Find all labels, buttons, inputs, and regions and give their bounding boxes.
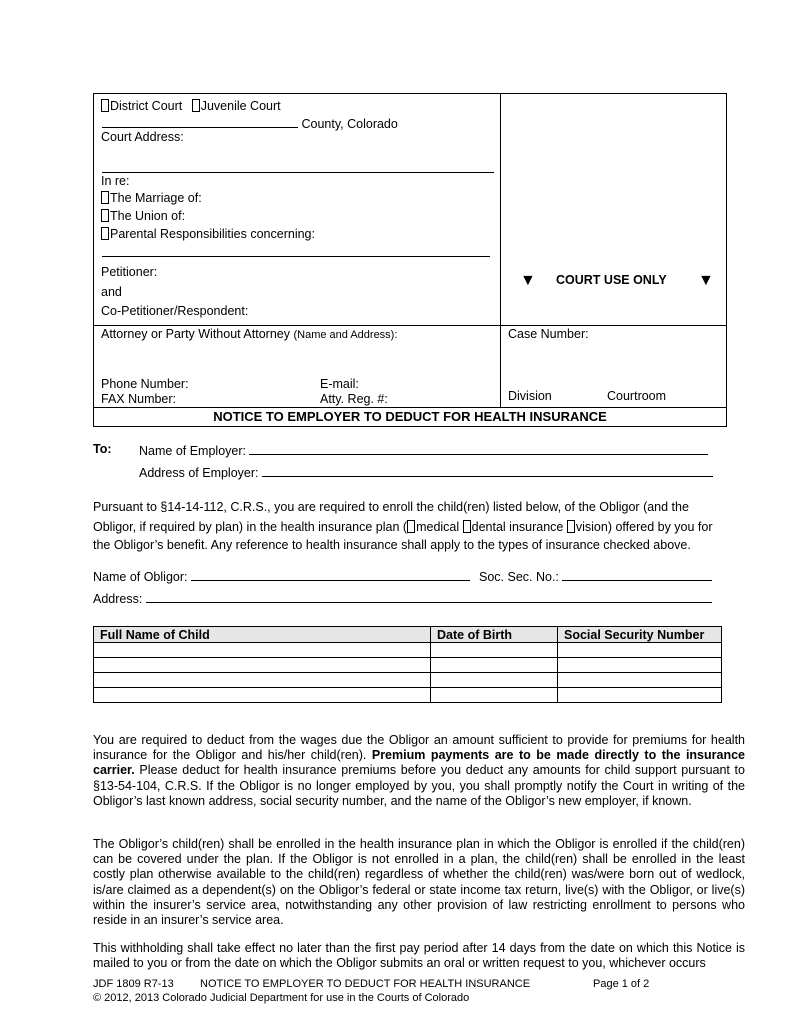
child-name-cell[interactable] [94, 658, 431, 673]
employer-address-line [139, 464, 713, 480]
parental-checkbox[interactable] [101, 227, 109, 240]
table-row [94, 688, 722, 703]
column-header-dob: Date of Birth [431, 627, 558, 643]
marriage-checkbox[interactable] [101, 191, 109, 204]
pursuant-line-3: the Obligor’s benefit. Any reference to health insurance shall apply to the types of insurance checked above. [93, 538, 691, 552]
dental-checkbox[interactable] [463, 520, 471, 533]
paragraph-deduction-b: Please deduct for health insurance premiums before you deduct any amounts for child support pursuant to §13-54-104, C.R.S. If the Obligor is no longer employed by you, you shall promptly notify the Court in writing of the Obligor’s last known address, social security number, and the name of the Obligor’s new employer, if known. [93, 763, 745, 808]
form-title: NOTICE TO EMPLOYER TO DEDUCT FOR HEALTH INSURANCE [213, 409, 607, 424]
obligor-name-field[interactable] [191, 568, 470, 581]
union-option [101, 209, 185, 223]
obligor-address-field[interactable] [146, 590, 712, 603]
county-label: County, Colorado [301, 117, 398, 131]
obligor-address-line [93, 590, 712, 606]
obligor-ssn-label: Soc. Sec. No.: [479, 570, 559, 584]
title-row-top [93, 407, 727, 408]
column-header-ssn: Social Security Number [558, 627, 722, 643]
footer-form-title: NOTICE TO EMPLOYER TO DEDUCT FOR HEALTH INSURANCE [200, 978, 531, 990]
child-name-cell[interactable] [94, 643, 431, 658]
fax-label: FAX Number: [101, 392, 177, 406]
obligor-name-line [93, 568, 470, 584]
court-address-field[interactable] [102, 172, 494, 173]
email-label: E-mail: [320, 377, 359, 391]
parental-option [101, 227, 315, 241]
marriage-option [101, 191, 202, 205]
paragraph-withholding: This withholding shall take effect no later than the first pay period after 14 days from the date on which this Notice is mailed to you or from the date on which the Obligor submits an oral or written request to you, whichever occurs [93, 941, 745, 971]
triangle-down-icon: ▼ [698, 272, 714, 289]
atty-reg-label: Atty. Reg. #: [320, 392, 388, 406]
attorney-note: (Name and Address): [293, 329, 398, 341]
obligor-ssn-line [479, 568, 712, 584]
vision-checkbox[interactable] [567, 520, 575, 533]
juvenile-court-label: Juvenile Court [200, 99, 281, 113]
employer-address-field[interactable] [262, 464, 713, 477]
vision-label: vision) offered by you for [575, 520, 713, 534]
children-table-header [94, 627, 722, 643]
court-type [101, 99, 281, 113]
union-label: The Union of: [110, 209, 186, 223]
employer-name-label: Name of Employer: [139, 444, 246, 458]
court-use-divider [500, 325, 727, 326]
pursuant-line-1: Pursuant to §14-14-112, C.R.S., you are required to enroll the child(ren) listed below, of the Obligor (and the [93, 500, 689, 514]
marriage-label: The Marriage of: [110, 191, 202, 205]
county-line [102, 115, 398, 131]
child-dob-cell[interactable] [431, 673, 558, 688]
obligor-name-label: Name of Obligor: [93, 570, 188, 584]
footer-page-number: Page 1 of 2 [593, 978, 650, 990]
district-court-label: District Court [110, 99, 183, 113]
juvenile-court-checkbox[interactable] [192, 99, 200, 112]
table-row [94, 643, 722, 658]
district-court-checkbox[interactable] [101, 99, 109, 112]
employer-address-label: Address of Employer: [139, 466, 259, 480]
court-address-label: Court Address: [101, 130, 184, 144]
child-name-cell[interactable] [94, 688, 431, 703]
division-label: Division [508, 389, 552, 403]
child-dob-cell[interactable] [431, 688, 558, 703]
attorney-label: Attorney or Party Without Attorney [101, 327, 290, 341]
dental-label: dental insurance [471, 520, 564, 534]
pursuant-line-2-start: Obligor, if required by plan) in the health insurance plan ( [93, 520, 408, 534]
premium-payments-note: Premium payments are to be made directly to the insurance carrier. [93, 748, 746, 778]
employer-name-line [139, 442, 708, 458]
footer-copyright: © 2012, 2013 Colorado Judicial Department for use in the Courts of Colorado [93, 992, 470, 1004]
child-name-cell[interactable] [94, 673, 431, 688]
triangle-down-icon: ▼ [520, 272, 536, 289]
pursuant-line-2 [93, 520, 713, 534]
child-dob-cell[interactable] [431, 643, 558, 658]
petitioner-label: Petitioner: [101, 265, 158, 279]
phone-label: Phone Number: [101, 377, 189, 391]
column-header-name: Full Name of Child [94, 627, 431, 643]
medical-checkbox[interactable] [407, 520, 415, 533]
to-label: To: [93, 442, 112, 456]
courtroom-label: Courtroom [607, 389, 667, 403]
table-row [94, 658, 722, 673]
medical-label: medical [416, 520, 460, 534]
child-ssn-cell[interactable] [558, 673, 722, 688]
obligor-ssn-field[interactable] [562, 568, 712, 581]
table-row [94, 673, 722, 688]
court-use-only-label: COURT USE ONLY [556, 273, 667, 287]
caption-row-divider [93, 325, 500, 326]
union-checkbox[interactable] [101, 209, 109, 222]
employer-name-field[interactable] [249, 442, 708, 455]
child-ssn-cell[interactable] [558, 658, 722, 673]
attorney-line [101, 327, 397, 341]
child-ssn-cell[interactable] [558, 643, 722, 658]
parental-label: Parental Responsibilities concerning: [110, 227, 315, 241]
and-label: and [101, 285, 122, 299]
children-table [93, 626, 722, 703]
caption-divider [500, 93, 501, 407]
paragraph-deduction [93, 733, 745, 809]
footer-form-id: JDF 1809 R7-13 [93, 978, 174, 990]
child-ssn-cell[interactable] [558, 688, 722, 703]
child-dob-cell[interactable] [431, 658, 558, 673]
paragraph-enrollment: The Obligor’s child(ren) shall be enrolled in the health insurance plan in which the Obligor is enrolled if the child(ren) can be covered under the plan. If the Obligor is not enrolled in a plan, the child(ren) shall be enrolled in the least costly plan otherwise available to the child(ren) regardless of whether the child(ren) was/were born out of wedlock, is/are claimed as a dependent(s) on the Obligor’s federal or state income tax return, live(s) with the Obligor, or live(s) within the insurer’s service area, notwithstanding any other provision of law restricting enrollment to persons who reside in an insurer’s service area. [93, 837, 745, 928]
case-number-label: Case Number: [508, 327, 589, 341]
co-petitioner-label: Co-Petitioner/Respondent: [101, 304, 249, 318]
obligor-address-label: Address: [93, 592, 143, 606]
in-re-label: In re: [101, 174, 130, 188]
paragraph-deduction-a: You are required to deduct from the wages due the Obligor an amount sufficient to provide for premiums for health insurance for the Obligor and his/her child(ren). [93, 733, 745, 763]
parties-field[interactable] [102, 256, 490, 257]
county-field[interactable] [102, 115, 298, 128]
